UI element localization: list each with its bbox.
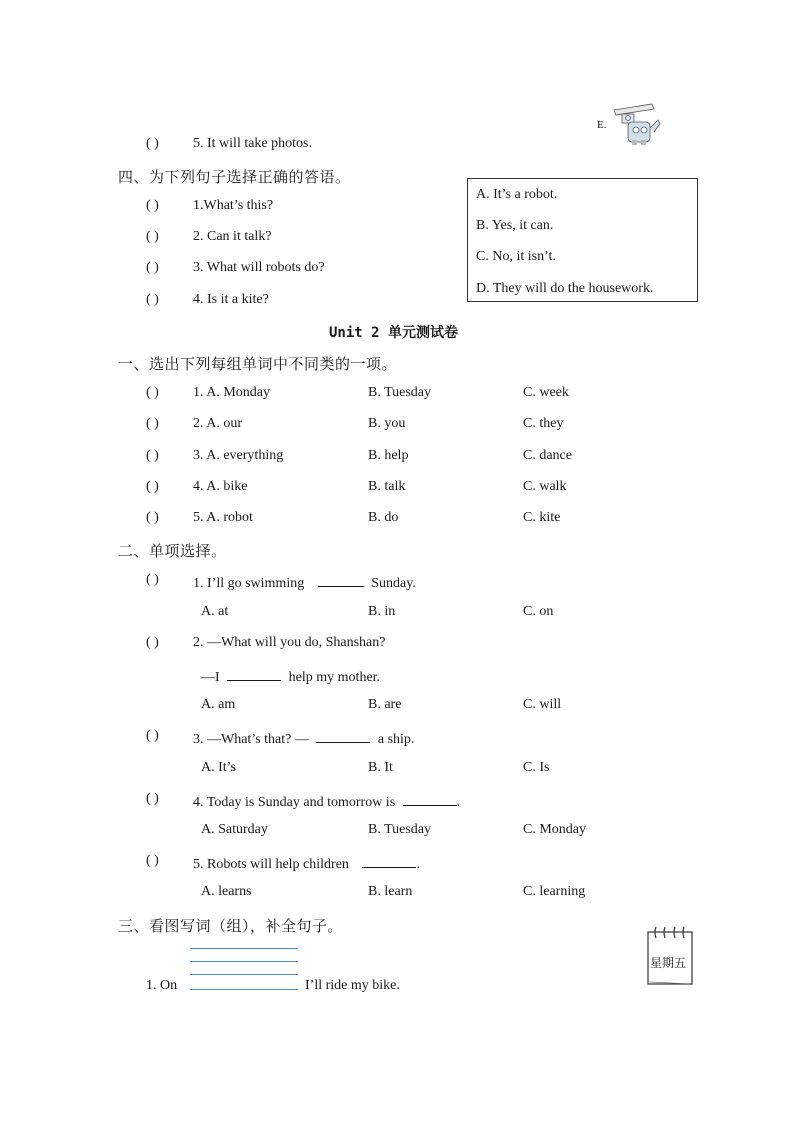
option-a: 3. A. everything [193, 448, 284, 463]
page-title: Unit 2 单元测试卷 [329, 325, 459, 341]
answer-paren: ( ) [146, 635, 159, 650]
answer-paren: ( ) [146, 416, 159, 431]
option-c: C. they [523, 416, 564, 431]
answer-paren: ( ) [146, 136, 159, 151]
option-b: B. It [368, 760, 393, 775]
question-text [193, 791, 460, 811]
option-b: B. in [368, 604, 396, 619]
question-stem-end: help my mother. [288, 670, 381, 685]
question-stem: 4. Today is Sunday and tomorrow is [193, 795, 396, 810]
option-a: 4. A. bike [193, 479, 248, 494]
question-stem: 1. On [146, 978, 178, 993]
fill-blank[interactable] [403, 791, 457, 806]
fill-blank[interactable] [318, 572, 364, 587]
section-heading: 三、看图写词（组），补全句子。 [118, 917, 344, 935]
question-text: 3. What will robots do? [193, 260, 325, 275]
question-text [193, 728, 414, 748]
question-stem-end: a ship. [377, 732, 415, 747]
robot-camera-picture [608, 100, 668, 146]
option-a: A. Saturday [201, 822, 268, 837]
option-a: A. It’s [201, 760, 236, 775]
section-heading: 一、选出下列每组单词中不同类的一项。 [118, 355, 398, 373]
question-stem: 5. Robots will help children [193, 857, 349, 872]
section-heading: 四、为下列句子选择正确的答语。 [118, 168, 351, 186]
section-heading: 二、单项选择。 [118, 542, 227, 560]
option-c: C. learning [523, 884, 586, 899]
option-b: B. you [368, 416, 406, 431]
calendar-weekday: 星期五 [650, 956, 687, 970]
option-b: B. do [368, 510, 399, 525]
question-stem: 1. I’ll go swimming [193, 576, 305, 591]
fill-blank[interactable] [362, 853, 416, 868]
option-a: 2. A. our [193, 416, 242, 431]
answer-paren: ( ) [146, 728, 159, 743]
question-text [193, 853, 420, 873]
answer-paren: ( ) [146, 479, 159, 494]
writing-line [190, 948, 298, 949]
answer-paren: ( ) [146, 260, 159, 275]
option-b: B. Yes, it can. [476, 218, 554, 233]
option-c: C. Monday [523, 822, 586, 837]
answer-paren: ( ) [146, 572, 159, 587]
option-b: B. Tuesday [368, 822, 432, 837]
option-a: A. learns [201, 884, 252, 899]
answer-paren: ( ) [146, 791, 159, 806]
option-a: A. It’s a robot. [476, 187, 558, 202]
option-c: C. will [523, 697, 562, 712]
question-stem-end: Sunday. [371, 576, 416, 591]
question-text [193, 572, 416, 592]
option-c: C. No, it isn’t. [476, 249, 556, 264]
question-stem: —I [201, 670, 220, 685]
option-c: C. on [523, 604, 554, 619]
option-a: A. at [201, 604, 229, 619]
question-text [201, 666, 380, 686]
answer-paren: ( ) [146, 510, 159, 525]
answer-paren: ( ) [146, 853, 159, 868]
option-c: C. kite [523, 510, 561, 525]
writing-line [190, 974, 298, 975]
option-a: 5. A. robot [193, 510, 253, 525]
option-c: C. walk [523, 479, 567, 494]
question-text: 5. It will take photos. [193, 136, 312, 151]
option-a: 1. A. Monday [193, 385, 270, 400]
option-b: B. learn [368, 884, 413, 899]
question-stem-end: . [456, 795, 461, 810]
option-d: D. They will do the housework. [476, 281, 654, 296]
fill-blank[interactable] [316, 728, 370, 743]
answer-paren: ( ) [146, 229, 159, 244]
calendar-picture [646, 924, 694, 986]
option-c: C. week [523, 385, 569, 400]
question-text: 2. Can it talk? [193, 229, 272, 244]
question-stem: 3. —What’s that? — [193, 732, 309, 747]
option-a: A. am [201, 697, 236, 712]
option-c: C. Is [523, 760, 550, 775]
question-text: 2. —What will you do, Shanshan? [193, 635, 386, 650]
fill-blank[interactable] [227, 666, 281, 681]
answer-paren: ( ) [146, 292, 159, 307]
question-stem-end: I’ll ride my bike. [305, 978, 400, 993]
question-text: 1.What’s this? [193, 198, 274, 213]
option-b: B. talk [368, 479, 406, 494]
answer-paren: ( ) [146, 385, 159, 400]
question-text: 4. Is it a kite? [193, 292, 269, 307]
writing-line[interactable] [190, 989, 298, 990]
question-stem-end: . [416, 857, 420, 872]
answer-paren: ( ) [146, 198, 159, 213]
option-b: B. Tuesday [368, 385, 432, 400]
answer-options-box [467, 178, 698, 302]
option-b: B. are [368, 697, 402, 712]
answer-paren: ( ) [146, 448, 159, 463]
option-b: B. help [368, 448, 409, 463]
picture-label: E. [597, 119, 607, 131]
writing-line [190, 961, 298, 962]
option-c: C. dance [523, 448, 572, 463]
